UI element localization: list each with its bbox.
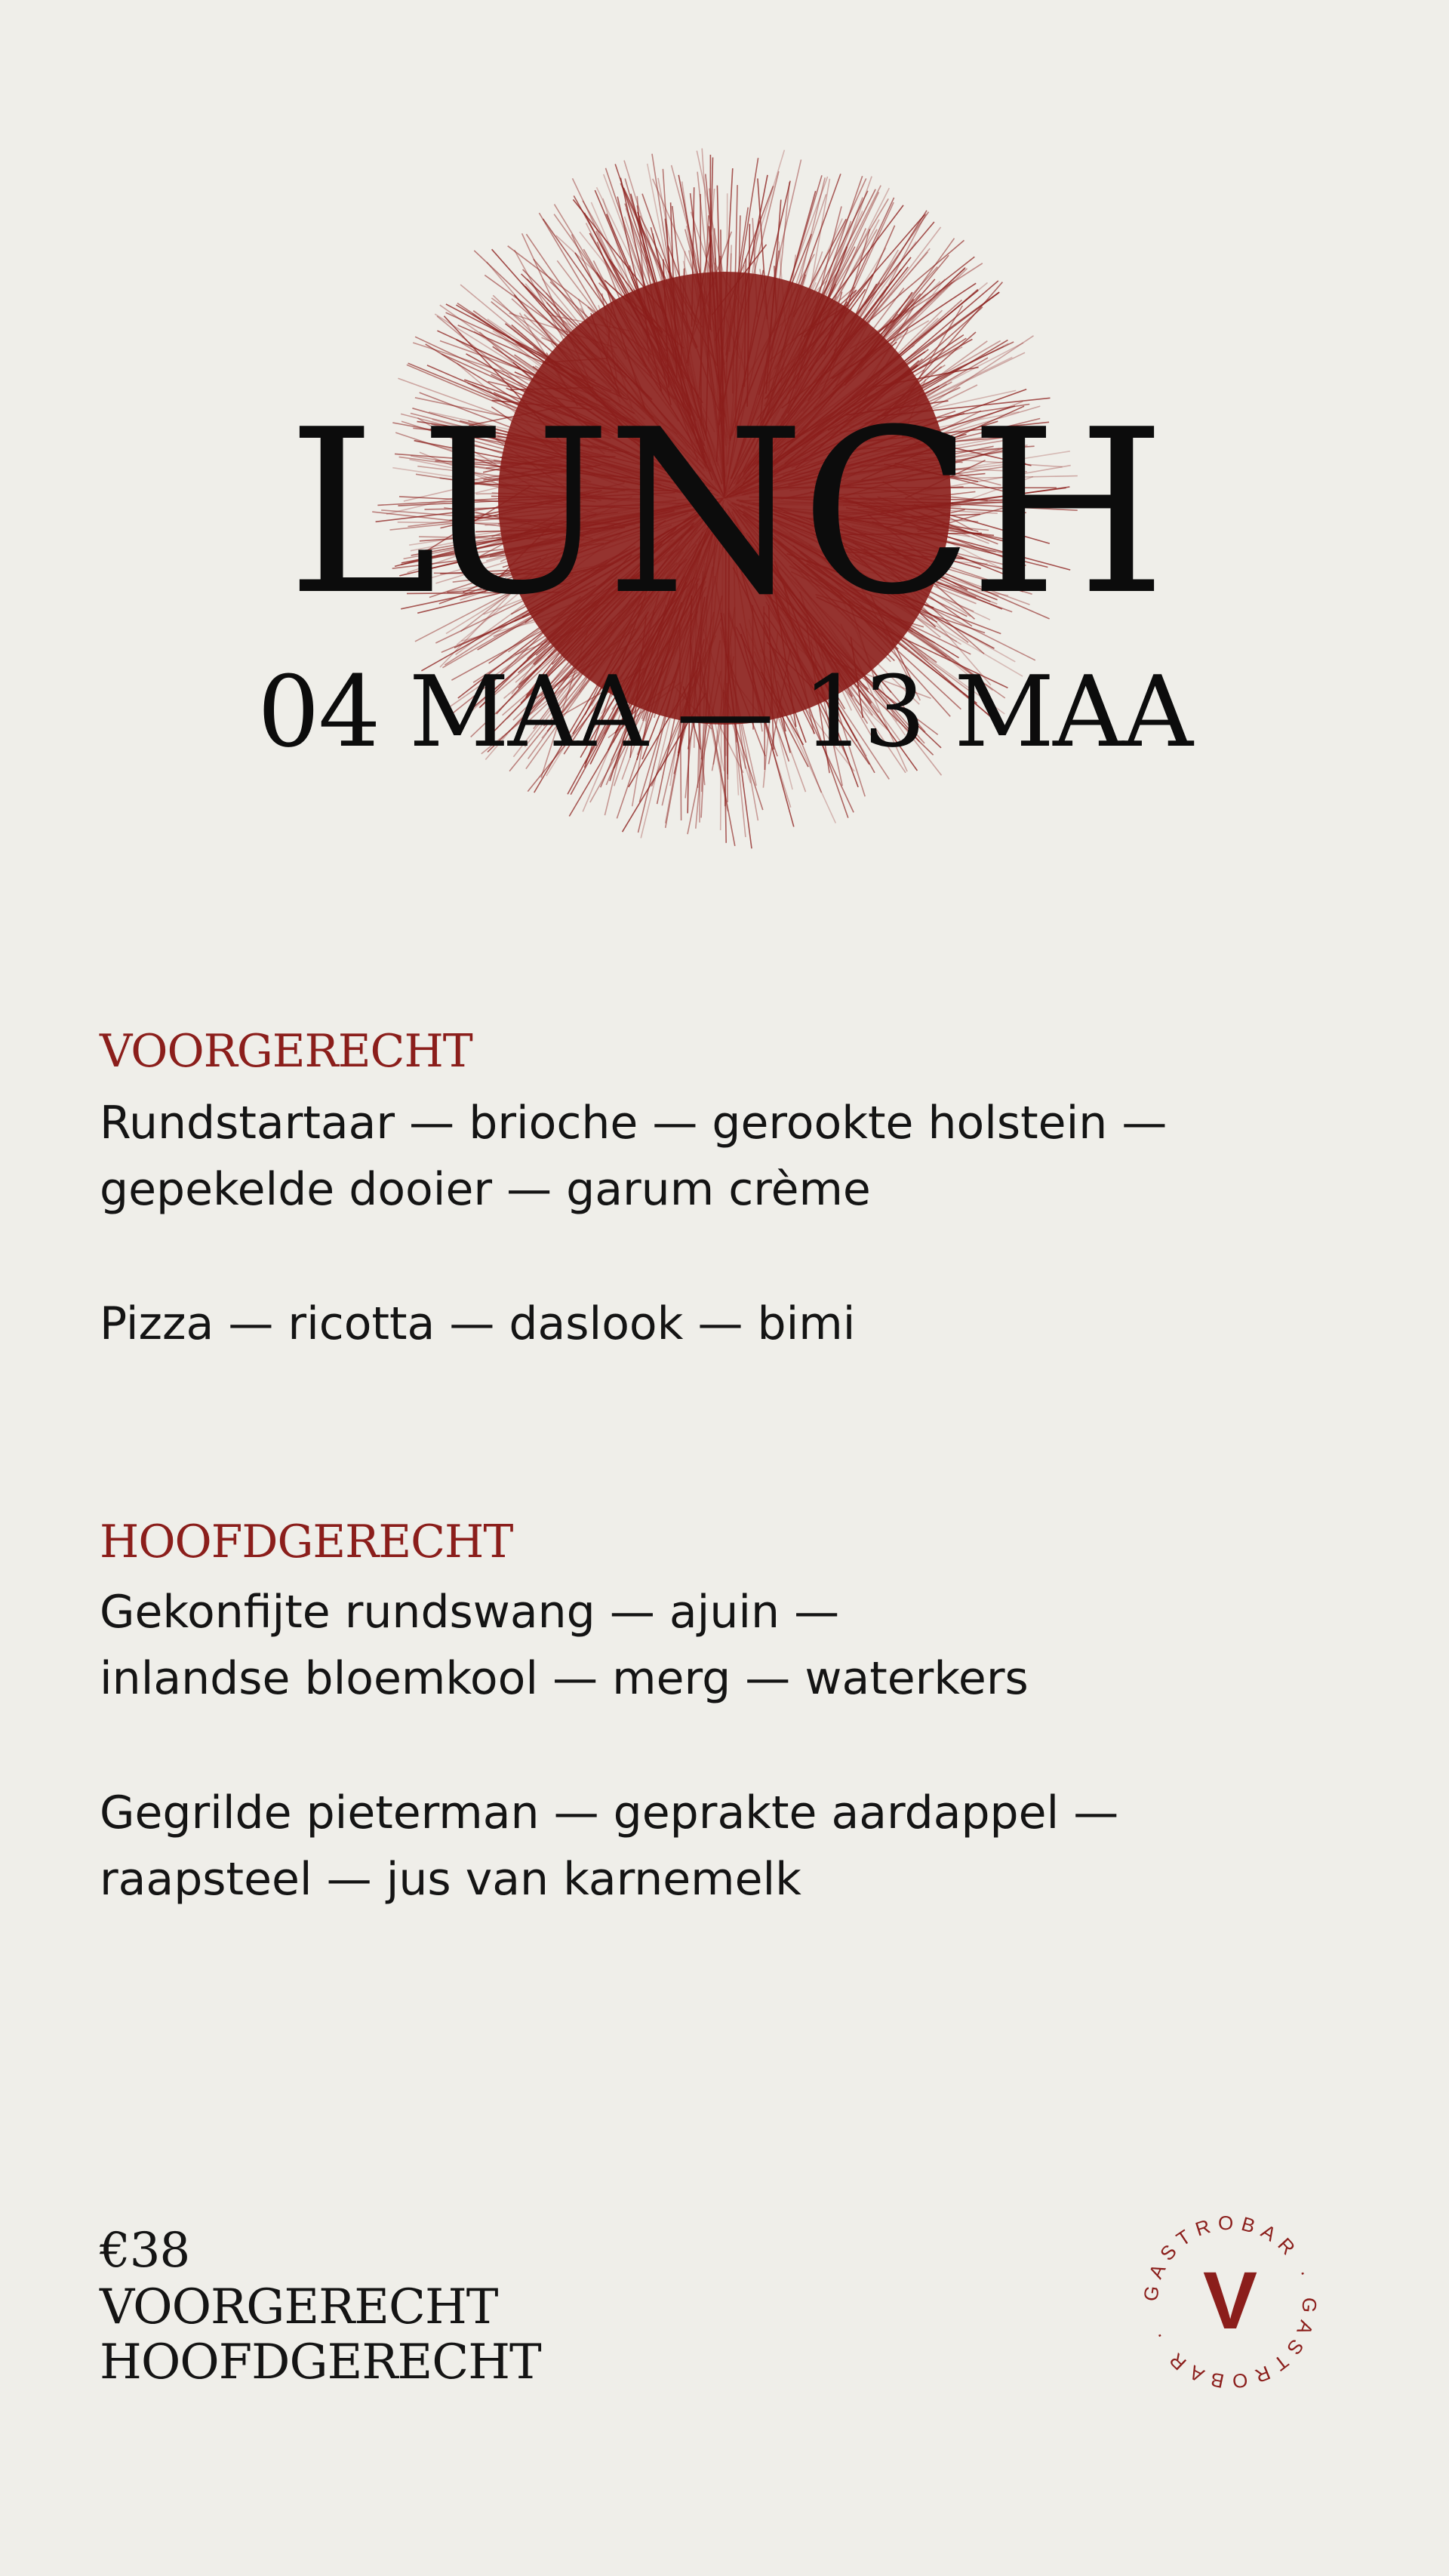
dish-hoofdgerecht-1	[100, 1579, 1307, 1712]
dish-line: raapsteel — jus van karnemelk	[100, 1853, 801, 1906]
section-heading-hoofdgerecht: HOOFDGERECHT	[100, 1516, 513, 1568]
dish-line: Pizza — ricotta — daslook — bimi	[100, 1297, 856, 1350]
footer-course-2: HOOFDGERECHT	[100, 2334, 541, 2390]
logo-monogram: V	[1202, 2254, 1258, 2346]
dish-hoofdgerecht-2	[100, 1780, 1307, 1913]
price: €38	[100, 2223, 190, 2279]
dish-line: Gekonfijte rundswang — ajuin —	[100, 1586, 840, 1639]
dish-line: Gegrilde pieterman — geprakte aardappel —	[100, 1787, 1119, 1839]
dish-voorgerecht-1	[100, 1090, 1307, 1223]
date-range: 04 MAA — 13 MAA	[257, 654, 1192, 769]
section-heading-voorgerecht: VOORGERECHT	[100, 1025, 472, 1078]
footer-course-1: VOORGERECHT	[100, 2279, 498, 2335]
gastrobar-logo	[1132, 2204, 1328, 2400]
page-title: LUNCH	[287, 381, 1162, 645]
logo-ring-text: GASTROBAR · GASTROBAR ·	[1139, 2211, 1321, 2393]
dish-voorgerecht-2	[100, 1291, 1307, 1357]
dish-line: inlandse bloemkool — merg — waterkers	[100, 1652, 1029, 1705]
dish-line: Rundstartaar — brioche — gerookte holstein —	[100, 1097, 1168, 1150]
dish-line: gepekelde dooier — garum crème	[100, 1163, 871, 1216]
